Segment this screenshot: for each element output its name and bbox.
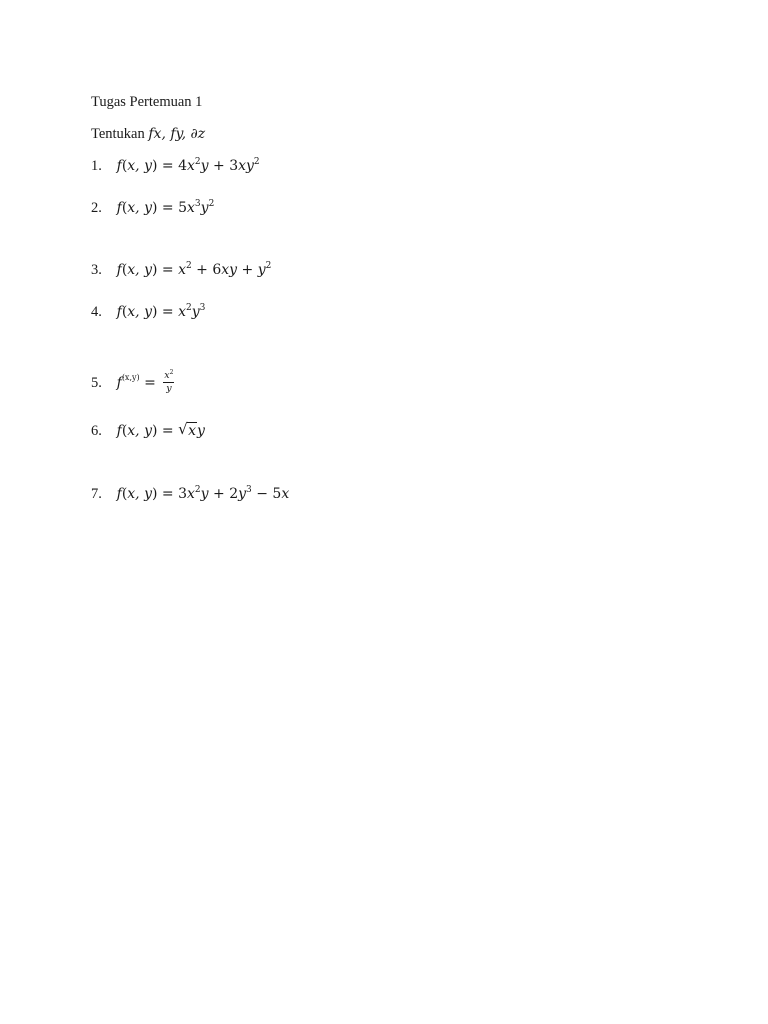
problem-number: 6. [91, 423, 102, 439]
problem-expression: f(x, y) = √ xy [116, 420, 205, 439]
problem-expression: f(x, $y) = 4x^2y + 3xy^2$ [116, 157, 260, 174]
problem-expression: $f^{(x,y)}$ = $\frac{x^2}{y}$ [116, 369, 174, 394]
problem-number: 2. [91, 200, 102, 216]
problem-7 [91, 485, 289, 503]
document-title: Tugas Pertemuan 1 [91, 94, 203, 110]
instruction-math: fx, fy, ∂z [148, 126, 206, 142]
instruction-prefix: Tentukan [91, 126, 145, 142]
problem-number: 5. [91, 374, 102, 391]
problem-expression: f(x, $y) = 3x^2y + 2y^3 - 5x$ [116, 485, 290, 502]
problem-number: 7. [91, 486, 102, 502]
problem-expression: f(x, $y) = x^2y^3$ [116, 303, 206, 320]
problem-2 [91, 199, 214, 217]
problem-expression: f(x, $y) = 5x^3y^2$ [116, 199, 215, 216]
problem-1 [91, 157, 260, 175]
problem-3 [91, 261, 271, 279]
problem-expression: f(x, $y) = x^2 + 6xy + y^2$ [116, 261, 272, 278]
problem-4 [91, 303, 205, 321]
problem-6 [91, 422, 205, 440]
problem-number: 3. [91, 262, 102, 278]
problem-5 [91, 371, 174, 394]
problem-number: 4. [91, 304, 102, 320]
instruction-line [91, 125, 205, 143]
problem-number: 1. [91, 158, 102, 174]
